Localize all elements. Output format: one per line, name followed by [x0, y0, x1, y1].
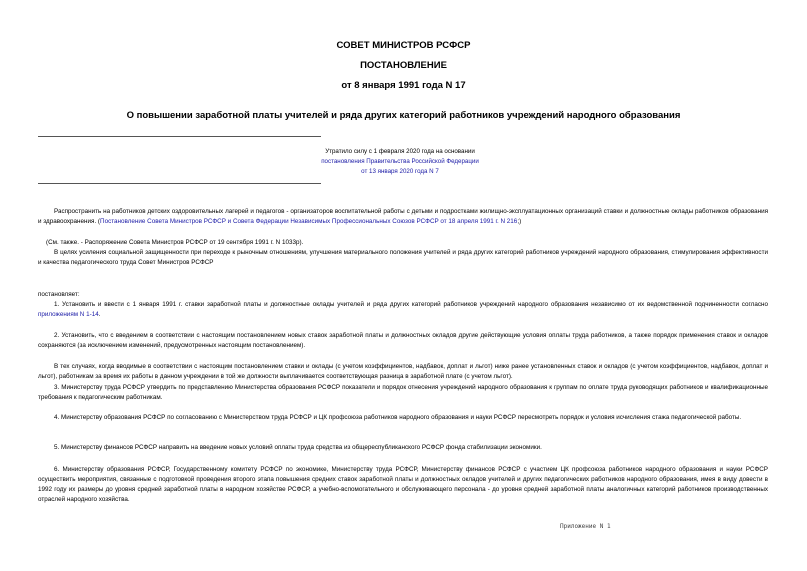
paragraph-text: .	[98, 311, 101, 318]
document-title: О повышении заработной платы учителей и ряда других категорий работников учреждений народного образования	[126, 110, 681, 121]
document-date-number: от 8 января 1991 года N 17	[341, 80, 466, 91]
paragraph-item-2: 2. Установить, что с введением в соответствии с настоящим постановлением новых ставок заработной платы и должностных окладов другие действующие условия оплаты труда работников, а также порядок применения ставок и окладов сохраняются (за исключением изменений, предусмотренных настоящим постановлением).	[38, 332, 768, 349]
repeal-notice	[250, 147, 550, 177]
paragraph-item-2-cases: В тех случаях, когда вводимые в соответствии с настоящим постановлением ставки и оклады (с учетом коэффициентов, надбавок, доплат и льгот) ниже ранее установленных ставок и окладов (с учетом коэффициентов, надбавок, доплат и льгот), работникам за время их работы в данном учреждении в той же должности выплачивается соответствующая разница в заработной плате (с учетом льгот).	[38, 363, 768, 380]
resolution-216-link[interactable]: Постановление Совета Министров РСФСР и Совета Федерации Независимых Профессиональных Союзов РСФСР от 18 апреля 1991 г. N 216	[100, 218, 518, 225]
bottom-divider	[38, 183, 321, 184]
paragraph-resolves: постановляет:	[38, 291, 80, 298]
paragraph-item-5: 5. Министерству финансов РСФСР направить на введение новых условий оплаты труда средства из общереспубликанского РСФСР фонда стабилизации экономики.	[54, 444, 542, 451]
paragraph-preamble: В целях усиления социальной защищенности при переходе к рыночным отношениям, улучшения материального положения учителей и ряда других категорий работников учреждений народного образования, стимулирования эффективности и качества педагогического труда Совет Министров РСФСР	[38, 249, 768, 266]
council-name: СОВЕТ МИНИСТРОВ РСФСР	[336, 40, 471, 51]
paragraph-item-1	[38, 300, 768, 320]
paragraph-item-3: 3. Министерству труда РСФСР утвердить по представлению Министерства образования РСФСР показатели и порядок отнесения учреждений народного образования к группам по оплате труда руководящих работников и квалификационные требования к педагогическим работникам.	[38, 384, 768, 401]
paragraph-text: 1. Установить и ввести с 1 января 1991 г. ставки заработной платы и должностные оклады учителей и ряда других категорий работников учреждений народного образования независимо от их ведомственной подчиненности согласно	[54, 301, 768, 308]
paragraph-extension	[38, 207, 768, 227]
paragraph-text: ;)	[517, 218, 522, 225]
paragraph-item-6: 6. Министерству образования РСФСР, Государственному комитету РСФСР по экономике, Министерству труда РСФСР, Министерству финансов РСФСР с участием ЦК профсоюза работников народного образования и науки РСФСР осуществить мероприятия, связанные с подготовкой проведения второго этапа повышения средних ставок заработной платы и должностных окладов учителей и других педагогических работников народного образования, имея в виду довести в 1992 году их размеры до уровня средней заработной платы в народном хозяйстве РСФСР, а учебно-вспомогательного и обслуживающего персонала - до уровня средней заработной платы аналогичных категорий работников производственных отраслей народного хозяйства.	[38, 466, 768, 503]
paragraph-item-4: 4. Министерству образования РСФСР по согласованию с Министерством труда РСФСР и ЦК профсоюза работников народного образования и науки РСФСР пересмотреть порядок и условия исчисления стажа педагогической работы.	[54, 414, 742, 421]
document-type: ПОСТАНОВЛЕНИЕ	[360, 60, 447, 71]
appendices-link[interactable]: приложениям N 1-14	[38, 311, 99, 318]
repeal-decree-date-link[interactable]: от 13 января 2020 года N 7	[361, 168, 439, 175]
appendix-label: Приложение N 1	[560, 523, 611, 530]
paragraph-text: Распространить на работников детских оздоровительных лагерей и педагогов - организаторов воспитательной работы с детьми и подростками жилищно-эксплуатационных организаций ставки и должностные оклады работников образования и здравоохранения. (	[38, 208, 768, 225]
repeal-decree-link[interactable]: постановления Правительства Российской Федерации	[321, 158, 479, 165]
paragraph-see-also: (См. также. - Распоряжение Совета Министров РСФСР от 19 сентября 1991 г. N 1033р).	[46, 239, 304, 246]
top-divider	[38, 136, 321, 137]
repeal-notice-text: Утратило силу с 1 февраля 2020 года на основании	[325, 148, 475, 155]
